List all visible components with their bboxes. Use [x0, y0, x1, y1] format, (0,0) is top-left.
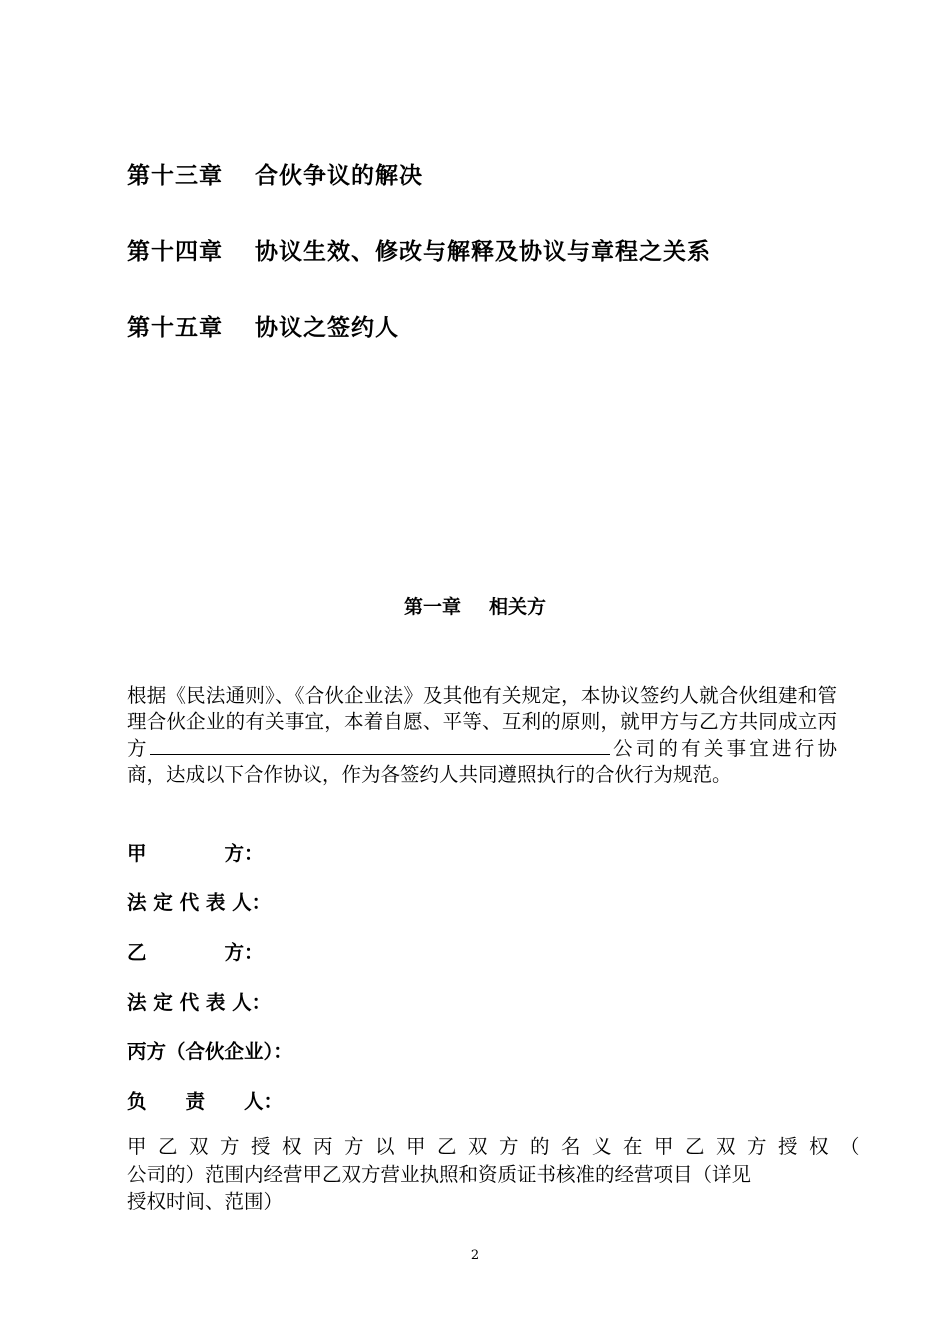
party-a-label: 甲 方：	[127, 842, 264, 865]
authorization-line-3: 授权时间、范围）	[127, 1190, 284, 1213]
chapter-title: 相关方	[489, 596, 547, 618]
intro-paragraph	[127, 683, 837, 788]
toc-chapter-number: 第十三章	[127, 163, 223, 189]
toc-chapter-number: 第十四章	[127, 239, 223, 265]
authorization-line-1: 甲乙双方授权丙方以甲乙双方的名义在甲乙双方授权（	[127, 1135, 872, 1158]
toc-entry-13	[127, 157, 423, 190]
toc-chapter-title: 协议生效、修改与解释及协议与章程之关系	[255, 239, 711, 265]
toc-chapter-number: 第十五章	[127, 315, 223, 341]
intro-text-part1: 根据《民法通则》、《合伙企业法》及其他有关规定，本协议签约人就合伙组建和管理合伙企业的有关事宜，本着自愿、平等、互利的原则，就甲方与乙方共同成立丙方	[127, 684, 837, 760]
company-name-blank[interactable]	[150, 735, 610, 755]
chapter-number: 第一章	[403, 596, 461, 618]
party-c-label: 丙方（合伙企业）：	[127, 1040, 293, 1063]
rep-a-label: 法 定 代 表 人：	[127, 891, 272, 914]
toc-chapter-title: 合伙争议的解决	[255, 163, 423, 189]
rep-b-label: 法 定 代 表 人：	[127, 991, 272, 1014]
page-number: 2	[470, 1248, 480, 1263]
party-b-label: 乙 方：	[127, 941, 264, 964]
toc-entry-14	[127, 233, 711, 266]
person-in-charge-label: 负 责 人：	[127, 1090, 284, 1113]
intro-text-part2: 公司的有关事宜进行协商，达成以下合作协议，作为各签约人共同遵照执行的合伙行为规范。	[127, 737, 837, 786]
chapter-heading	[0, 592, 950, 619]
toc-chapter-title: 协议之签约人	[255, 315, 399, 341]
toc-entry-15	[127, 309, 399, 342]
authorization-line-2: 公司的）范围内经营甲乙双方营业执照和资质证书核准的经营项目（详见	[127, 1163, 752, 1186]
